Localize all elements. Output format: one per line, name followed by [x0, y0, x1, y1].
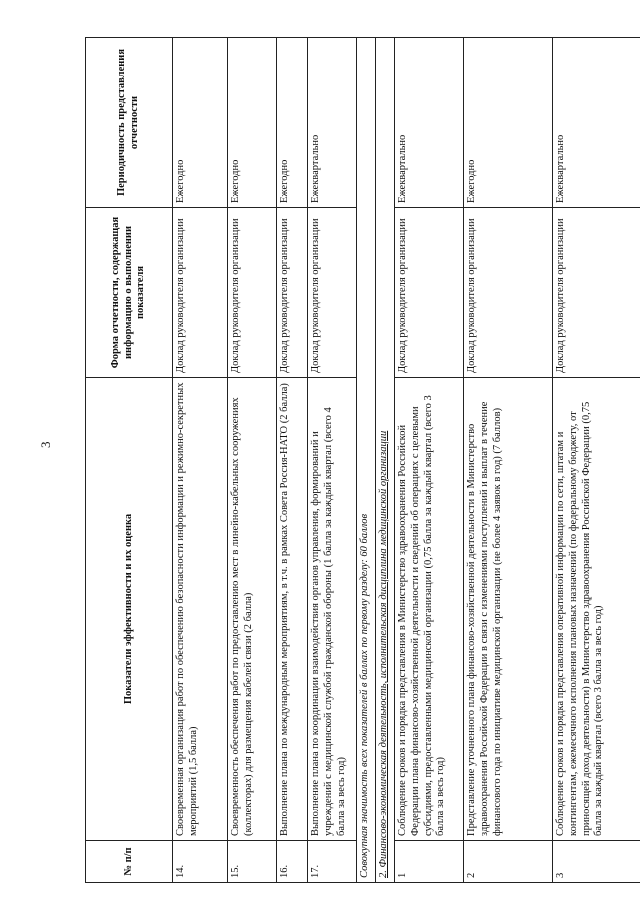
row-periodicity: Ежеквартально: [553, 38, 640, 208]
table-row: [308, 38, 357, 883]
row-periodicity: Ежеквартально: [308, 38, 357, 208]
header-periodicity: Периодичность представления отчетности: [86, 38, 173, 208]
row-indicator: Выполнение плана по координации взаимодействия органов управления, формирований и учреждений с медицинской службой гражданской обороны (1 балла за каждый квартал (всего 4 балла за весь год): [308, 378, 357, 841]
row-indicator: Соблюдение сроков и порядка представления оперативной информации по сети, штатам и контингентам, ежемесячного исполнения плановых назначений (по федеральному бюджету, от приносящей доход деятельности) в Министерство здравоохранения Российской Федерации (0,75 балла за каждый квартал (всего 3 балла за весь год): [553, 378, 640, 841]
header-report-form: Форма отчетности, содержащая информацию о выполнении показателя: [86, 208, 173, 378]
row-indicator: Своевременность обеспечения работ по предоставлению мест в линейно-кабельных сооружениях (коллекторах) для размещения кабелей связи (2 балла): [228, 378, 277, 841]
row-num: 2: [464, 841, 553, 883]
table-row: [228, 38, 277, 883]
table-row: [464, 38, 553, 883]
rotated-table-sheet: [85, 38, 620, 883]
row-num: 14.: [173, 841, 228, 883]
section2-title: [376, 38, 395, 883]
row-indicator: Представление уточненного плана финансово-хозяйственной деятельности в Министерство здравоохранения Российской Федерации в связи с изменениями поступлений и выплат в течение финансового года по инициативе медицинской организации (не более 4 заявок в год) (7 баллов): [464, 378, 553, 841]
section1-summary: Совокупная значимость всех показателей в баллах по первому разделу: 60 баллов: [357, 38, 376, 883]
row-num: 1: [395, 841, 464, 883]
row-num: 15.: [228, 841, 277, 883]
row-periodicity: Ежегодно: [464, 38, 553, 208]
table-row: [277, 38, 308, 883]
row-report-form: Доклад руководителя организации: [173, 208, 228, 378]
row-report-form: Доклад руководителя организации: [464, 208, 553, 378]
row-periodicity: Ежегодно: [228, 38, 277, 208]
row-report-form: Доклад руководителя организации: [553, 208, 640, 378]
section-title-row: [376, 38, 395, 883]
table-row: [553, 38, 640, 883]
row-indicator: Своевременная организация работ по обеспечению безопасности информации и режимно-секретных мероприятий (1,5 балла): [173, 378, 228, 841]
row-periodicity: Ежеквартально: [395, 38, 464, 208]
row-num: 17.: [308, 841, 357, 883]
row-report-form: Доклад руководителя организации: [395, 208, 464, 378]
row-report-form: Доклад руководителя организации: [308, 208, 357, 378]
summary-row: [357, 38, 376, 883]
row-periodicity: Ежегодно: [173, 38, 228, 208]
page-number: 3: [38, 441, 53, 448]
efficiency-indicators-table: [85, 37, 640, 883]
row-num: 16.: [277, 841, 308, 883]
row-periodicity: Ежегодно: [277, 38, 308, 208]
section2-title-text: 2. Финансово-экономическая деятельность, исполнительская дисциплина медицинской организации: [378, 430, 389, 878]
table-row: [395, 38, 464, 883]
header-indicator: Показатели эффективности и их оценка: [86, 378, 173, 841]
row-report-form: Доклад руководителя организации: [277, 208, 308, 378]
header-num: № п/п: [86, 841, 173, 883]
row-num: 3: [553, 841, 640, 883]
row-report-form: Доклад руководителя организации: [228, 208, 277, 378]
table-header-row: [86, 38, 173, 883]
row-indicator: Соблюдение сроков и порядка представления в Министерство здравоохранения Российской Федерации плана финансово-хозяйственной деятельности и сведений об операциях с целевыми субсидиями, предоставленными медицинской организации (0,75 балла за каждый квартал (всего 3 балла за весь год): [395, 378, 464, 841]
table-row: [173, 38, 228, 883]
row-indicator: Выполнение плана по международным мероприятиям, в т.ч. в рамках Совета Россия-НАТО (2 балла): [277, 378, 308, 841]
